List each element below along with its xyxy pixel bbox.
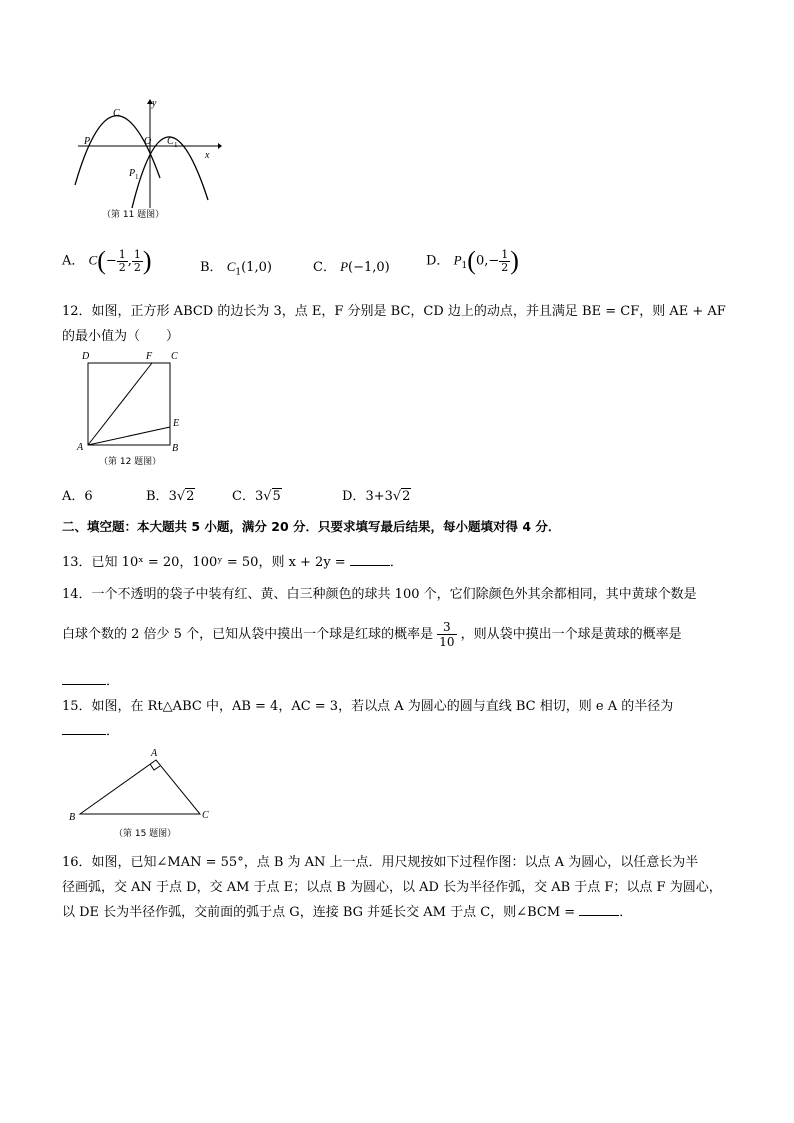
label-o: O xyxy=(144,136,152,147)
option-b-sub: 1 xyxy=(235,267,242,278)
q11-option-c xyxy=(313,256,390,275)
label-c1: C xyxy=(167,136,174,147)
q16-line1: 16．如图，已知∠MAN = 55°，点 B 为 AN 上一点．用尺规按如下过程作图：以点 A 为圆心，以任意长为半 xyxy=(62,855,699,870)
figure-11-caption: （第 11 题图） xyxy=(102,210,165,220)
q11-option-a: A． C(− $\frac{1}{2}$ , $\frac{1}{2}$ ) xyxy=(62,246,152,275)
triangle-abc xyxy=(80,760,200,814)
option-b-prefix: B． xyxy=(200,260,223,275)
q11-option-d: D． $P_1(0,-$ $\frac{1}{2}$ ) xyxy=(426,246,519,275)
q12-line2: 的最小值为（ ） xyxy=(62,329,180,344)
x-axis-arrow xyxy=(218,143,222,149)
q13-answer-blank[interactable] xyxy=(350,553,390,566)
q14-line2: 白球个数的 2 倍少 5 个，已知从袋中摸出一个球是红球的概率是 $\frac{3}{10}$ ，则从袋中摸出一个球是黄球的概率是 xyxy=(62,620,682,649)
label-x: x xyxy=(205,150,210,161)
q14-answer: ． xyxy=(62,670,119,689)
q16-line3: 以 DE 长为半径作弧，交前面的弧于点 G，连接 BG 并延长交 AM 于点 C，则∠BCM = ． xyxy=(62,905,633,920)
option-d-sub: 1 xyxy=(461,261,468,272)
q12-option-a: A．6 xyxy=(62,489,93,504)
figure-12-caption: （第 12 题图） xyxy=(99,457,162,467)
q12-option-c: C．3√5 xyxy=(232,489,281,504)
q12-line1: 12．如图，正方形 ABCD 的边长为 3，点 E，F 分别是 BC，CD 边上的动点，并且满足 BE = CF，则 AE + AF xyxy=(62,304,726,319)
option-a-frac2: $\frac{1}{2}$ xyxy=(133,247,141,274)
section-2-title: 二、填空题：本大题共 5 小题，满分 20 分．只要求填写最后结果，每小题填对得 4 分． xyxy=(62,519,561,534)
q15-line1: 15．如图，在 Rt△ABC 中，AB = 4，AC = 3，若以点 A 为圆心的圆与直线 BC 相切，则 e A 的半径为 xyxy=(62,699,674,714)
label-c1-sub: 1 xyxy=(174,141,178,149)
q14-line1: 14．一个不透明的袋子中装有红、黄、白三种颜色的球共 100 个，它们除颜色外其余都相同，其中黄球个数是 xyxy=(62,587,697,602)
label-b: B xyxy=(172,443,179,454)
option-a-frac1: $\frac{1}{2}$ xyxy=(118,247,126,274)
q11-option-b xyxy=(200,256,272,278)
label-p: P xyxy=(84,136,91,147)
option-c-coords: (−1,0) xyxy=(348,260,390,275)
q16-answer-blank[interactable] xyxy=(579,903,619,916)
label-p1: P xyxy=(129,168,136,179)
label-c: C xyxy=(171,351,178,362)
q12-option-d: D．3+3√2 xyxy=(342,489,411,504)
option-d-letter: P xyxy=(453,252,462,268)
parabola-c xyxy=(75,116,160,185)
option-d-prefix: D． xyxy=(426,253,450,269)
option-a-prefix: A． xyxy=(62,253,85,269)
square-abcd xyxy=(88,363,170,445)
figure-12-square xyxy=(74,347,194,457)
option-a-comma: , xyxy=(127,253,132,269)
figure-15-triangle xyxy=(64,740,224,826)
option-c-prefix: C． xyxy=(313,260,336,275)
option-c-letter: P xyxy=(340,259,349,274)
option-a-minus: − xyxy=(105,253,117,269)
label-d: D xyxy=(82,351,90,362)
label-c: C xyxy=(113,108,120,119)
label-c: C xyxy=(202,810,209,821)
option-a-letter: C xyxy=(88,252,98,268)
q16-line2: 径画弧，交 AN 于点 D，交 AM 于点 E；以点 B 为圆心，以 AD 长为半径作弧，交 AB 于点 F；以点 F 为圆心， xyxy=(62,880,722,895)
right-angle-mark xyxy=(150,764,160,770)
label-p1-sub: 1 xyxy=(135,173,139,181)
label-b: B xyxy=(69,812,76,823)
figure-12 xyxy=(74,347,194,457)
label-f: F xyxy=(146,351,153,362)
option-d-frac: $\frac{1}{2}$ xyxy=(501,247,509,274)
q14-answer-blank[interactable] xyxy=(62,672,106,685)
label-y: y xyxy=(152,98,157,109)
label-a: A xyxy=(77,442,84,453)
option-b-coords: (1,0) xyxy=(241,260,272,275)
q15-answer-blank[interactable] xyxy=(62,722,106,735)
figure-15-caption: （第 15 题图） xyxy=(114,829,177,839)
label-a: A xyxy=(151,748,158,759)
figure-15 xyxy=(64,740,224,826)
parabola-c1 xyxy=(132,137,208,208)
label-e: E xyxy=(173,418,180,429)
option-b-letter: C xyxy=(226,259,236,274)
q15-answer: ． xyxy=(62,720,119,739)
q13-text: 13．已知 10ˣ = 20，100ʸ = 50，则 x + 2y = xyxy=(62,555,346,570)
option-d-inner: 0,− xyxy=(475,253,500,269)
q12-option-b: B．3√2 xyxy=(146,489,195,504)
q13: 13．已知 10ˣ = 20，100ʸ = 50，则 x + 2y = ． xyxy=(62,555,403,570)
q14-fraction: $\frac{3}{10}$ xyxy=(439,620,455,649)
